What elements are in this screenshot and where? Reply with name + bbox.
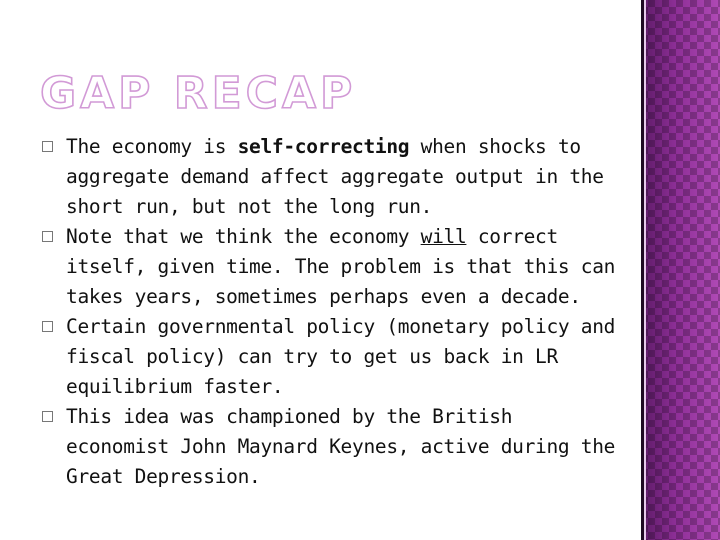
underlined-term: will <box>420 225 467 248</box>
bullet-text: correct itself, given time. The problem is that this can takes years, sometimes perhaps even a decade. <box>66 225 616 308</box>
bullet-text: when shocks to aggregate demand affect aggregate output in the short run, but not the long run. <box>66 135 604 218</box>
bullet-item <box>42 222 622 312</box>
bold-term: self-correcting <box>237 135 410 158</box>
slide-title: GAP RECAP <box>40 68 357 119</box>
side-panel-highlight <box>644 0 646 540</box>
bullet-item <box>42 402 622 492</box>
bullet-item <box>42 312 622 402</box>
checkbox-bullet-icon <box>42 231 53 242</box>
bullet-text: This idea was championed by the British economist John Maynard Keynes, active during the Great Depression. <box>66 405 616 488</box>
checkbox-bullet-icon <box>42 321 53 332</box>
bullet-text: Note that we think the economy <box>66 225 421 248</box>
bullet-text: Certain governmental policy (monetary policy and fiscal policy) can try to get us back in LR equilibrium faster. <box>66 315 616 398</box>
checkbox-bullet-icon <box>42 411 53 422</box>
bullet-text: The economy is <box>66 135 238 158</box>
checkbox-bullet-icon <box>42 141 53 152</box>
decorative-side-panel <box>641 0 720 540</box>
bullet-item <box>42 132 622 222</box>
bullet-list <box>42 132 622 492</box>
